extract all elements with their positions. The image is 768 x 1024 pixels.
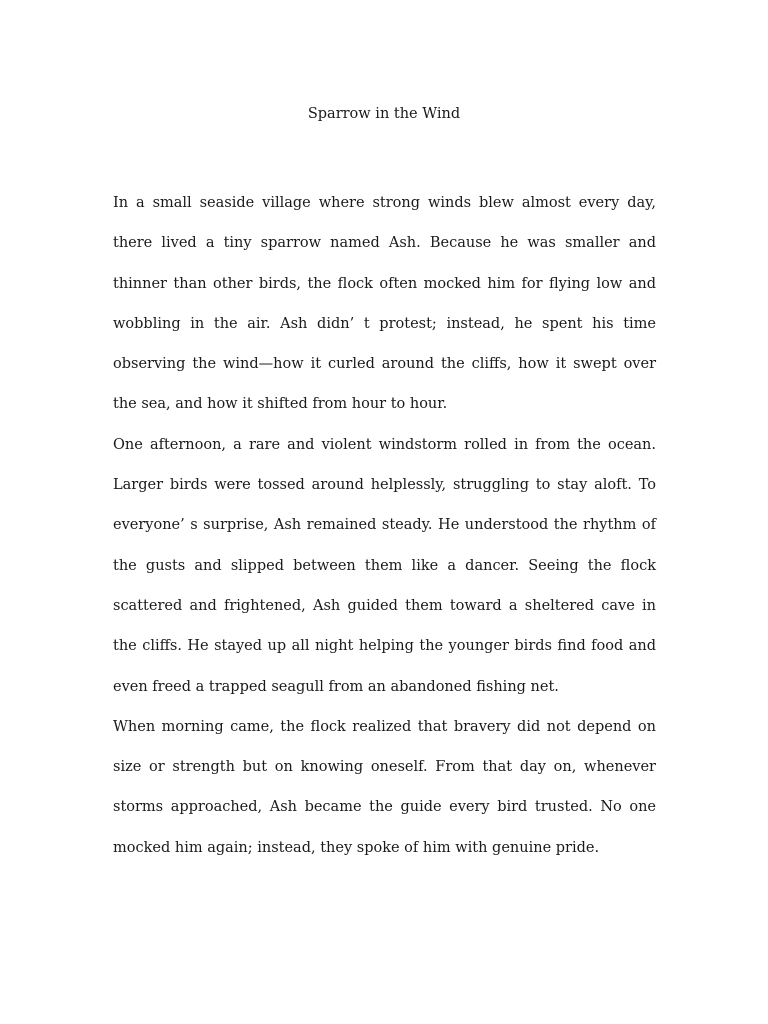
paragraph-1: In a small seaside village where strong winds blew almost every day, there lived a tiny sparrow named Ash. Because he was smaller and thinner than other birds, the flock often mocked him for flying low and wobbling in the air. Ash didn’ t protest; instead, he spent his time observing the wind—how it curled around the cliffs, how it swept over the sea, and how it shifted from hour to hour. [113, 195, 656, 413]
paragraph-2: One afternoon, a rare and violent windstorm rolled in from the ocean. Larger birds were tossed around helplessly, struggling to stay aloft. To everyone’ s surprise, Ash remained steady. He understood the rhythm of the gusts and slipped between them like a dancer. Seeing the flock scattered and frightened, Ash guided them toward a sheltered cave in the cliffs. He stayed up all night helping the younger birds find food and even freed a trapped seagull from an abandoned fishing net. [113, 436, 656, 695]
paragraph-3: When morning came, the flock realized that bravery did not depend on size or strength but on knowing oneself. From that day on, whenever storms approached, Ash became the guide every bird trusted. No one mocked him again; instead, they spoke of him with genuine pride. [113, 718, 656, 856]
document-title: Sparrow in the Wind [307, 106, 461, 122]
story-body [113, 183, 656, 868]
